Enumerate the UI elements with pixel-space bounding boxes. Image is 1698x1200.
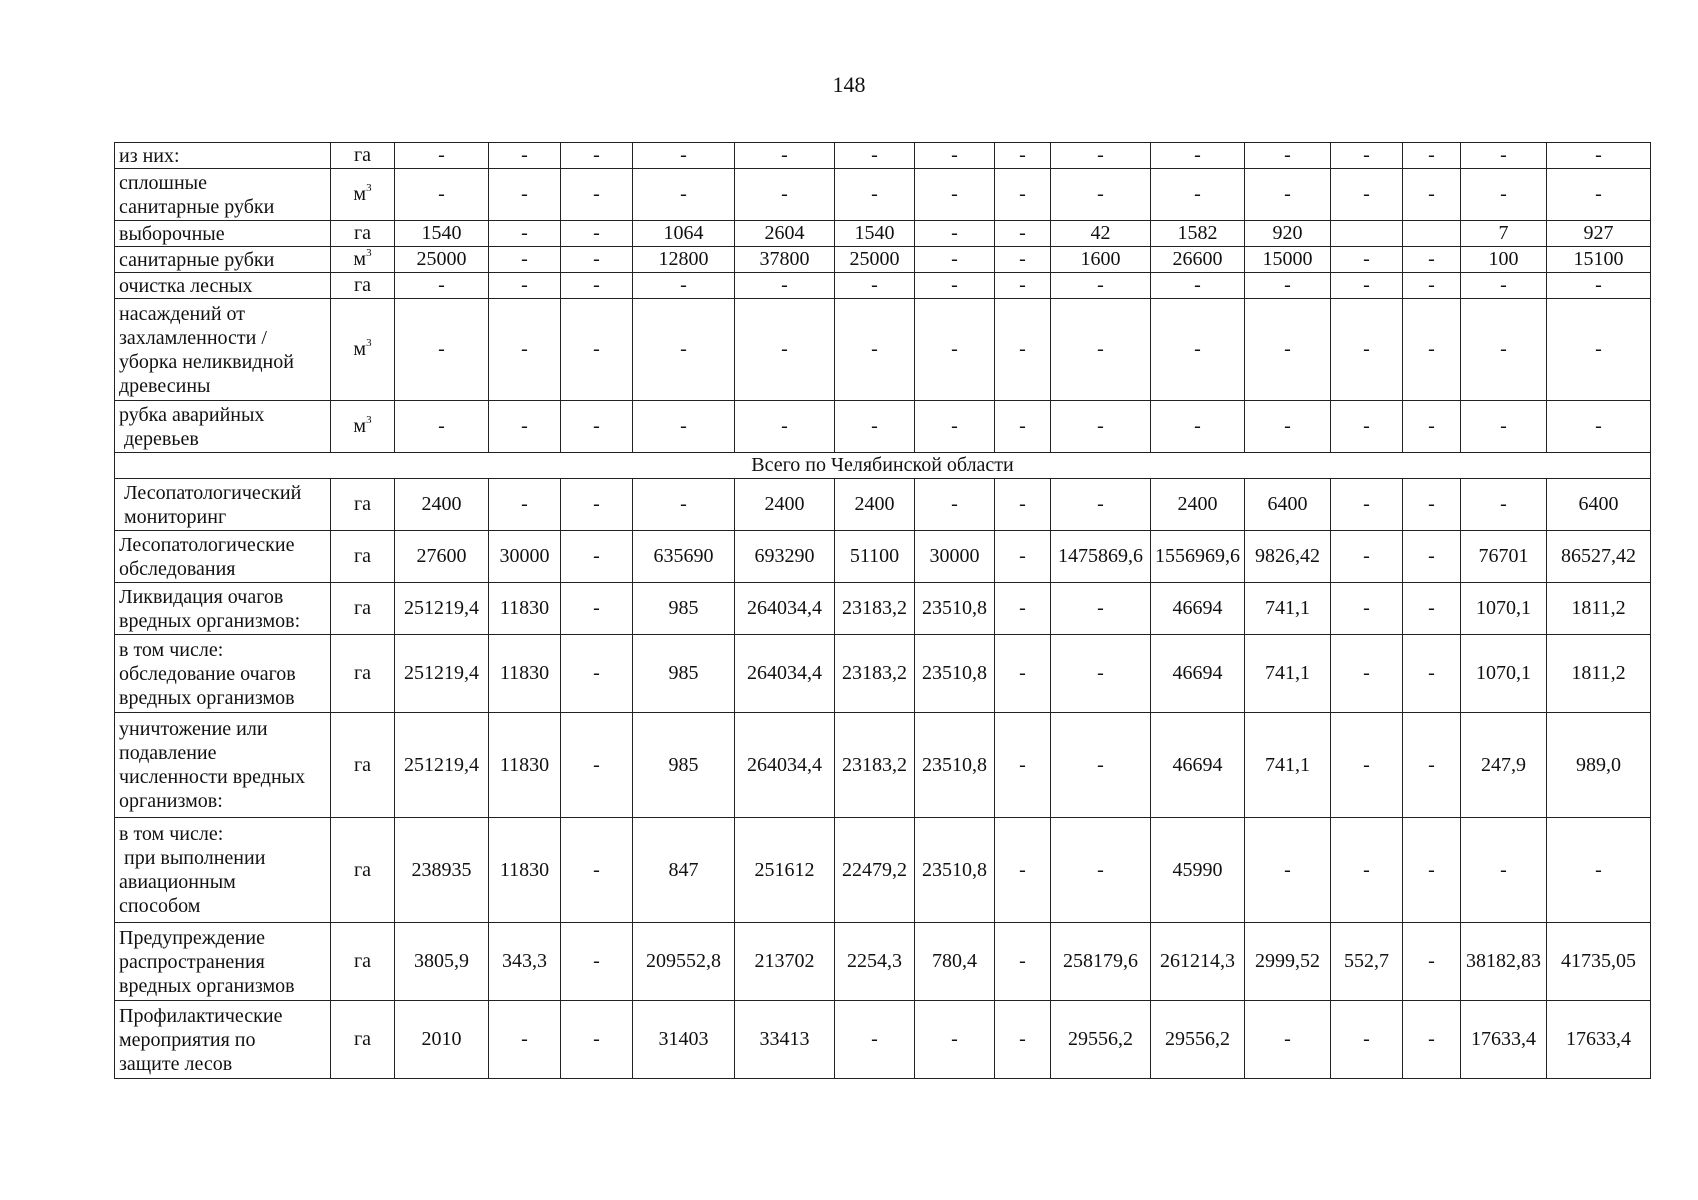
row-label: очистка лесных: [115, 273, 331, 299]
value-cell: 15000: [1245, 247, 1331, 273]
table-row: [115, 169, 1651, 221]
value-cell: -: [633, 299, 735, 401]
value-cell: 30000: [489, 531, 561, 583]
value-cell: -: [1151, 273, 1245, 299]
value-cell: -: [561, 635, 633, 713]
value-cell: 51100: [835, 531, 915, 583]
value-cell: -: [1245, 1001, 1331, 1079]
value-cell: -: [1051, 143, 1151, 169]
value-cell: 264034,4: [735, 713, 835, 818]
table-row: [115, 299, 1651, 401]
value-cell: -: [561, 923, 633, 1001]
value-cell: -: [995, 247, 1051, 273]
value-cell: 1070,1: [1461, 583, 1547, 635]
value-cell: 1556969,6: [1151, 531, 1245, 583]
value-cell: 38182,83: [1461, 923, 1547, 1001]
value-cell: 1811,2: [1547, 583, 1651, 635]
row-label: сплошные санитарные рубки: [115, 169, 331, 221]
value-cell: -: [1245, 169, 1331, 221]
value-cell: -: [561, 713, 633, 818]
value-cell: -: [1331, 479, 1403, 531]
value-cell: -: [1245, 143, 1331, 169]
value-cell: -: [1245, 401, 1331, 453]
table-row: [115, 713, 1651, 818]
value-cell: -: [915, 299, 995, 401]
value-cell: 15100: [1547, 247, 1651, 273]
value-cell: 7: [1461, 221, 1547, 247]
value-cell: -: [1331, 818, 1403, 923]
value-cell: -: [1547, 818, 1651, 923]
value-cell: 11830: [489, 635, 561, 713]
value-cell: 251219,4: [395, 635, 489, 713]
value-cell: -: [835, 401, 915, 453]
value-cell: -: [915, 143, 995, 169]
value-cell: 100: [1461, 247, 1547, 273]
table-row: [115, 221, 1651, 247]
value-cell: -: [995, 531, 1051, 583]
value-cell: -: [561, 531, 633, 583]
value-cell: 343,3: [489, 923, 561, 1001]
value-cell: 3805,9: [395, 923, 489, 1001]
value-cell: -: [1461, 143, 1547, 169]
value-cell: 2400: [1151, 479, 1245, 531]
value-cell: 741,1: [1245, 713, 1331, 818]
value-cell: -: [395, 401, 489, 453]
value-cell: 23510,8: [915, 583, 995, 635]
value-cell: 552,7: [1331, 923, 1403, 1001]
value-cell: -: [1547, 169, 1651, 221]
value-cell: -: [1051, 401, 1151, 453]
value-cell: -: [633, 479, 735, 531]
value-cell: -: [1331, 1001, 1403, 1079]
value-cell: -: [1403, 401, 1461, 453]
value-cell: -: [489, 169, 561, 221]
value-cell: 2400: [835, 479, 915, 531]
value-cell: [1403, 221, 1461, 247]
value-cell: 1540: [395, 221, 489, 247]
table-row: [115, 583, 1651, 635]
value-cell: -: [1051, 299, 1151, 401]
value-cell: 29556,2: [1051, 1001, 1151, 1079]
table-row: [115, 247, 1651, 273]
value-cell: 76701: [1461, 531, 1547, 583]
table-row: [115, 273, 1651, 299]
value-cell: -: [835, 143, 915, 169]
unit-cell: га: [331, 923, 395, 1001]
value-cell: 23510,8: [915, 713, 995, 818]
value-cell: -: [835, 299, 915, 401]
value-cell: 2010: [395, 1001, 489, 1079]
value-cell: 6400: [1245, 479, 1331, 531]
value-cell: 11830: [489, 583, 561, 635]
row-label: в том числе: при выполнении авиационным способом: [115, 818, 331, 923]
value-cell: -: [1403, 247, 1461, 273]
value-cell: -: [561, 221, 633, 247]
unit-cell: га: [331, 479, 395, 531]
value-cell: 261214,3: [1151, 923, 1245, 1001]
value-cell: 1070,1: [1461, 635, 1547, 713]
value-cell: 46694: [1151, 583, 1245, 635]
value-cell: -: [1547, 401, 1651, 453]
value-cell: 37800: [735, 247, 835, 273]
value-cell: 780,4: [915, 923, 995, 1001]
value-cell: 22479,2: [835, 818, 915, 923]
value-cell: -: [561, 169, 633, 221]
value-cell: -: [489, 299, 561, 401]
value-cell: -: [561, 401, 633, 453]
value-cell: 9826,42: [1245, 531, 1331, 583]
value-cell: 985: [633, 713, 735, 818]
value-cell: -: [995, 299, 1051, 401]
value-cell: -: [1461, 479, 1547, 531]
table-row: [115, 1001, 1651, 1079]
value-cell: -: [995, 143, 1051, 169]
value-cell: -: [1051, 479, 1151, 531]
value-cell: -: [1331, 299, 1403, 401]
value-cell: -: [1461, 169, 1547, 221]
value-cell: 920: [1245, 221, 1331, 247]
value-cell: -: [735, 401, 835, 453]
row-label: Лесопатологический мониторинг: [115, 479, 331, 531]
unit-cell: $м^3$: [331, 247, 395, 273]
row-label: из них:: [115, 143, 331, 169]
value-cell: 11830: [489, 713, 561, 818]
value-cell: 29556,2: [1151, 1001, 1245, 1079]
value-cell: -: [1403, 635, 1461, 713]
unit-cell: га: [331, 221, 395, 247]
value-cell: 693290: [735, 531, 835, 583]
value-cell: -: [1051, 169, 1151, 221]
unit-cell: га: [331, 818, 395, 923]
value-cell: -: [735, 169, 835, 221]
unit-cell: $м^3$: [331, 169, 395, 221]
value-cell: 741,1: [1245, 583, 1331, 635]
row-label: Профилактические мероприятия по защите лесов: [115, 1001, 331, 1079]
value-cell: 2400: [395, 479, 489, 531]
value-cell: -: [1331, 143, 1403, 169]
value-cell: [1331, 221, 1403, 247]
value-cell: -: [489, 221, 561, 247]
value-cell: 27600: [395, 531, 489, 583]
unit-cell: га: [331, 583, 395, 635]
section-title: Всего по Челябинской области: [115, 453, 1651, 479]
table-row: [115, 818, 1651, 923]
row-label: уничтожение или подавление численности вредных организмов:: [115, 713, 331, 818]
value-cell: -: [561, 583, 633, 635]
value-cell: -: [1461, 273, 1547, 299]
value-cell: -: [1403, 1001, 1461, 1079]
value-cell: -: [1461, 401, 1547, 453]
value-cell: 258179,6: [1051, 923, 1151, 1001]
value-cell: 2604: [735, 221, 835, 247]
value-cell: -: [1403, 299, 1461, 401]
value-cell: 1811,2: [1547, 635, 1651, 713]
value-cell: -: [735, 143, 835, 169]
value-cell: 23183,2: [835, 635, 915, 713]
value-cell: 213702: [735, 923, 835, 1001]
value-cell: -: [995, 169, 1051, 221]
value-cell: -: [489, 1001, 561, 1079]
value-cell: -: [835, 273, 915, 299]
value-cell: 25000: [835, 247, 915, 273]
value-cell: -: [1403, 713, 1461, 818]
value-cell: -: [633, 401, 735, 453]
value-cell: -: [1051, 713, 1151, 818]
value-cell: -: [995, 479, 1051, 531]
value-cell: -: [1403, 583, 1461, 635]
value-cell: -: [995, 818, 1051, 923]
value-cell: 985: [633, 635, 735, 713]
value-cell: 264034,4: [735, 583, 835, 635]
value-cell: -: [633, 273, 735, 299]
value-cell: -: [915, 247, 995, 273]
value-cell: 1064: [633, 221, 735, 247]
value-cell: -: [835, 169, 915, 221]
unit-cell: га: [331, 1001, 395, 1079]
value-cell: 238935: [395, 818, 489, 923]
value-cell: -: [995, 1001, 1051, 1079]
table-row: [115, 143, 1651, 169]
value-cell: -: [915, 1001, 995, 1079]
section-row: [115, 453, 1651, 479]
value-cell: -: [489, 273, 561, 299]
value-cell: -: [915, 273, 995, 299]
value-cell: -: [489, 479, 561, 531]
value-cell: -: [995, 401, 1051, 453]
value-cell: -: [561, 143, 633, 169]
value-cell: -: [1403, 531, 1461, 583]
row-label: Лесопатологические обследования: [115, 531, 331, 583]
value-cell: -: [1151, 401, 1245, 453]
value-cell: -: [1331, 401, 1403, 453]
row-label: насаждений от захламленности / уборка неликвидной древесины: [115, 299, 331, 401]
value-cell: 17633,4: [1547, 1001, 1651, 1079]
value-cell: 1540: [835, 221, 915, 247]
value-cell: -: [561, 818, 633, 923]
value-cell: -: [995, 273, 1051, 299]
value-cell: -: [1331, 247, 1403, 273]
value-cell: -: [1151, 143, 1245, 169]
value-cell: -: [395, 299, 489, 401]
value-cell: -: [1245, 818, 1331, 923]
value-cell: -: [1151, 169, 1245, 221]
value-cell: 2400: [735, 479, 835, 531]
value-cell: -: [561, 247, 633, 273]
value-cell: 251612: [735, 818, 835, 923]
value-cell: -: [1547, 143, 1651, 169]
value-cell: 1582: [1151, 221, 1245, 247]
value-cell: -: [1151, 299, 1245, 401]
value-cell: 2999,52: [1245, 923, 1331, 1001]
value-cell: -: [1461, 299, 1547, 401]
value-cell: -: [1547, 273, 1651, 299]
value-cell: -: [915, 479, 995, 531]
value-cell: 23510,8: [915, 818, 995, 923]
value-cell: -: [1403, 143, 1461, 169]
value-cell: 12800: [633, 247, 735, 273]
unit-cell: га: [331, 273, 395, 299]
value-cell: 247,9: [1461, 713, 1547, 818]
value-cell: -: [735, 299, 835, 401]
value-cell: -: [995, 635, 1051, 713]
value-cell: -: [395, 169, 489, 221]
value-cell: 23510,8: [915, 635, 995, 713]
page-number: 148: [832, 72, 866, 97]
value-cell: -: [489, 247, 561, 273]
value-cell: -: [1403, 169, 1461, 221]
row-label: Ликвидация очагов вредных организмов:: [115, 583, 331, 635]
value-cell: -: [1245, 273, 1331, 299]
value-cell: -: [1331, 531, 1403, 583]
value-cell: 31403: [633, 1001, 735, 1079]
row-label: Предупреждение распространения вредных организмов: [115, 923, 331, 1001]
value-cell: 251219,4: [395, 713, 489, 818]
table-row: [115, 635, 1651, 713]
value-cell: -: [561, 479, 633, 531]
value-cell: -: [1331, 583, 1403, 635]
value-cell: 847: [633, 818, 735, 923]
value-cell: -: [915, 221, 995, 247]
unit-cell: га: [331, 143, 395, 169]
value-cell: 46694: [1151, 713, 1245, 818]
unit-cell: $м^3$: [331, 299, 395, 401]
value-cell: -: [1331, 713, 1403, 818]
value-cell: -: [1331, 273, 1403, 299]
forest-protection-table: [114, 142, 1651, 1079]
value-cell: 985: [633, 583, 735, 635]
value-cell: 33413: [735, 1001, 835, 1079]
value-cell: 42: [1051, 221, 1151, 247]
value-cell: 741,1: [1245, 635, 1331, 713]
row-label: выборочные: [115, 221, 331, 247]
value-cell: 989,0: [1547, 713, 1651, 818]
value-cell: 23183,2: [835, 583, 915, 635]
value-cell: -: [1051, 635, 1151, 713]
value-cell: -: [633, 169, 735, 221]
value-cell: -: [561, 273, 633, 299]
value-cell: 45990: [1151, 818, 1245, 923]
value-cell: -: [735, 273, 835, 299]
unit-cell: га: [331, 531, 395, 583]
value-cell: -: [1051, 273, 1151, 299]
value-cell: 26600: [1151, 247, 1245, 273]
value-cell: -: [633, 143, 735, 169]
table-row: [115, 923, 1651, 1001]
table-row: [115, 531, 1651, 583]
value-cell: -: [1461, 818, 1547, 923]
value-cell: 1475869,6: [1051, 531, 1151, 583]
value-cell: 264034,4: [735, 635, 835, 713]
value-cell: 25000: [395, 247, 489, 273]
row-label: санитарные рубки: [115, 247, 331, 273]
value-cell: 2254,3: [835, 923, 915, 1001]
value-cell: -: [1051, 818, 1151, 923]
value-cell: -: [395, 143, 489, 169]
value-cell: 17633,4: [1461, 1001, 1547, 1079]
value-cell: -: [1403, 818, 1461, 923]
value-cell: 86527,42: [1547, 531, 1651, 583]
table-row: [115, 479, 1651, 531]
value-cell: -: [1331, 635, 1403, 713]
unit-cell: $м^3$: [331, 401, 395, 453]
value-cell: 46694: [1151, 635, 1245, 713]
row-label: рубка аварийных деревьев: [115, 401, 331, 453]
unit-cell: га: [331, 713, 395, 818]
value-cell: 927: [1547, 221, 1651, 247]
value-cell: -: [995, 713, 1051, 818]
value-cell: 41735,05: [1547, 923, 1651, 1001]
value-cell: 11830: [489, 818, 561, 923]
value-cell: -: [1403, 923, 1461, 1001]
value-cell: 30000: [915, 531, 995, 583]
value-cell: -: [561, 299, 633, 401]
value-cell: -: [995, 583, 1051, 635]
value-cell: 251219,4: [395, 583, 489, 635]
unit-cell: га: [331, 635, 395, 713]
value-cell: -: [915, 401, 995, 453]
value-cell: -: [995, 221, 1051, 247]
value-cell: -: [915, 169, 995, 221]
table-row: [115, 401, 1651, 453]
value-cell: 6400: [1547, 479, 1651, 531]
value-cell: -: [1331, 169, 1403, 221]
value-cell: -: [561, 1001, 633, 1079]
value-cell: 1600: [1051, 247, 1151, 273]
value-cell: 23183,2: [835, 713, 915, 818]
value-cell: -: [1547, 299, 1651, 401]
value-cell: -: [835, 1001, 915, 1079]
value-cell: -: [1403, 273, 1461, 299]
value-cell: -: [1403, 479, 1461, 531]
value-cell: -: [489, 401, 561, 453]
value-cell: 635690: [633, 531, 735, 583]
value-cell: 209552,8: [633, 923, 735, 1001]
value-cell: -: [395, 273, 489, 299]
value-cell: -: [1245, 299, 1331, 401]
value-cell: -: [1051, 583, 1151, 635]
row-label: в том числе: обследование очагов вредных организмов: [115, 635, 331, 713]
value-cell: -: [489, 143, 561, 169]
value-cell: -: [995, 923, 1051, 1001]
